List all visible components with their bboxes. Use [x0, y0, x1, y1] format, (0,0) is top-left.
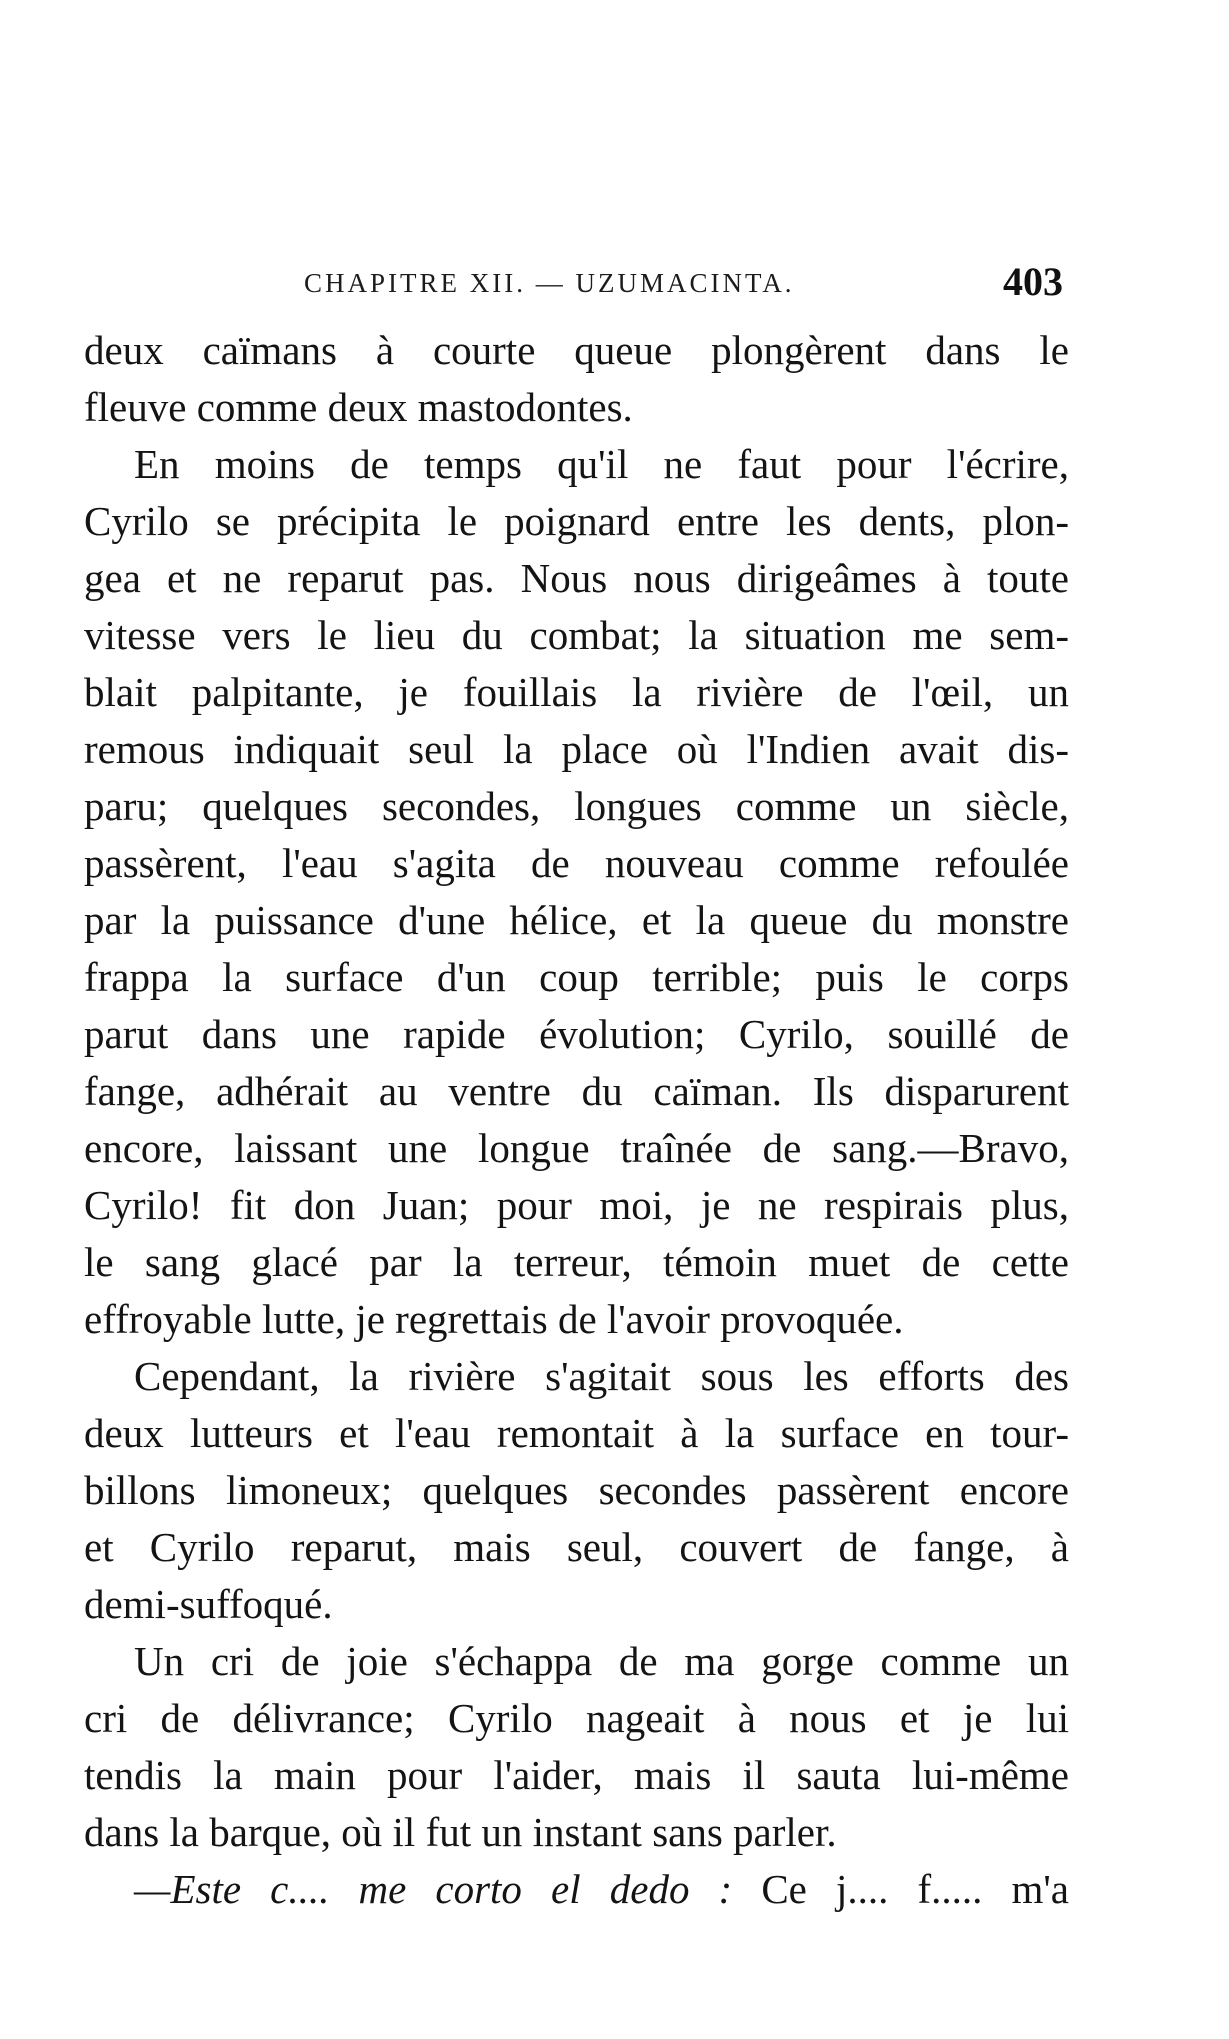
text-line: parut dans une rapide évolution; Cyrilo, souillé de: [84, 1011, 1069, 1057]
paragraph-3: [84, 1348, 1069, 1633]
text-line: deux lutteurs et l'eau remontait à la surface en tour-: [84, 1410, 1069, 1456]
text-line: Cyrilo se précipita le poignard entre les dents, plon-: [84, 498, 1069, 544]
paragraph-1: [84, 322, 1069, 436]
running-title: CHAPITRE XII. — UZUMACINTA.: [304, 268, 795, 298]
text-line: deux caïmans à courte queue plongèrent dans le: [84, 327, 1069, 373]
text-line: et Cyrilo reparut, mais seul, couvert de fange, à: [84, 1524, 1069, 1570]
spanish-quote: —Este c.... me corto el dedo :: [134, 1866, 733, 1912]
text-line: blait palpitante, je fouillais la rivière de l'œil, un: [84, 669, 1069, 715]
text-line: gea et ne reparut pas. Nous nous dirigeâmes à toute: [84, 555, 1069, 601]
text-line: En moins de temps qu'il ne faut pour l'écrire,: [134, 441, 1069, 487]
text-line: encore, laissant une longue traînée de sang.—Bravo,: [84, 1125, 1069, 1171]
text-line: vitesse vers le lieu du combat; la situation me sem-: [84, 612, 1069, 658]
text-line: par la puissance d'une hélice, et la queue du monstre: [84, 897, 1069, 943]
text-block: [84, 322, 1069, 1918]
text-line: paru; quelques secondes, longues comme un siècle,: [84, 783, 1069, 829]
text-line: Cependant, la rivière s'agitait sous les efforts des: [134, 1353, 1069, 1399]
text-line: billons limoneux; quelques secondes passèrent encore: [84, 1467, 1069, 1513]
text-line: cri de délivrance; Cyrilo nageait à nous et je lui: [84, 1695, 1069, 1741]
text-line: effroyable lutte, je regrettais de l'avoir provoquée.: [84, 1296, 904, 1342]
text-line: le sang glacé par la terreur, témoin muet de cette: [84, 1239, 1069, 1285]
text-line: demi-suffoqué.: [84, 1581, 333, 1627]
text-line: tendis la main pour l'aider, mais il sauta lui-même: [84, 1752, 1069, 1798]
page-number: 403: [1003, 259, 1063, 304]
text-line: fange, adhérait au ventre du caïman. Ils disparurent: [84, 1068, 1069, 1114]
text-line: Un cri de joie s'échappa de ma gorge comme un: [134, 1638, 1069, 1684]
paragraph-4: [84, 1633, 1069, 1861]
text-line: dans la barque, où il fut un instant sans parler.: [84, 1809, 837, 1855]
running-head: [84, 259, 1069, 312]
text-line: fleuve comme deux mastodontes.: [84, 384, 633, 430]
text-line: frappa la surface d'un coup terrible; puis le corps: [84, 954, 1069, 1000]
paragraph-5: [84, 1861, 1069, 1918]
text-line: passèrent, l'eau s'agita de nouveau comme refoulée: [84, 840, 1069, 886]
text-line: [84, 1861, 1069, 1918]
text-line: Cyrilo! fit don Juan; pour moi, je ne respirais plus,: [84, 1182, 1069, 1228]
quote-translation: Ce j.... f..... m'a: [732, 1866, 1069, 1912]
text-line: remous indiquait seul la place où l'Indien avait dis-: [84, 726, 1069, 772]
paragraph-2: [84, 436, 1069, 1348]
